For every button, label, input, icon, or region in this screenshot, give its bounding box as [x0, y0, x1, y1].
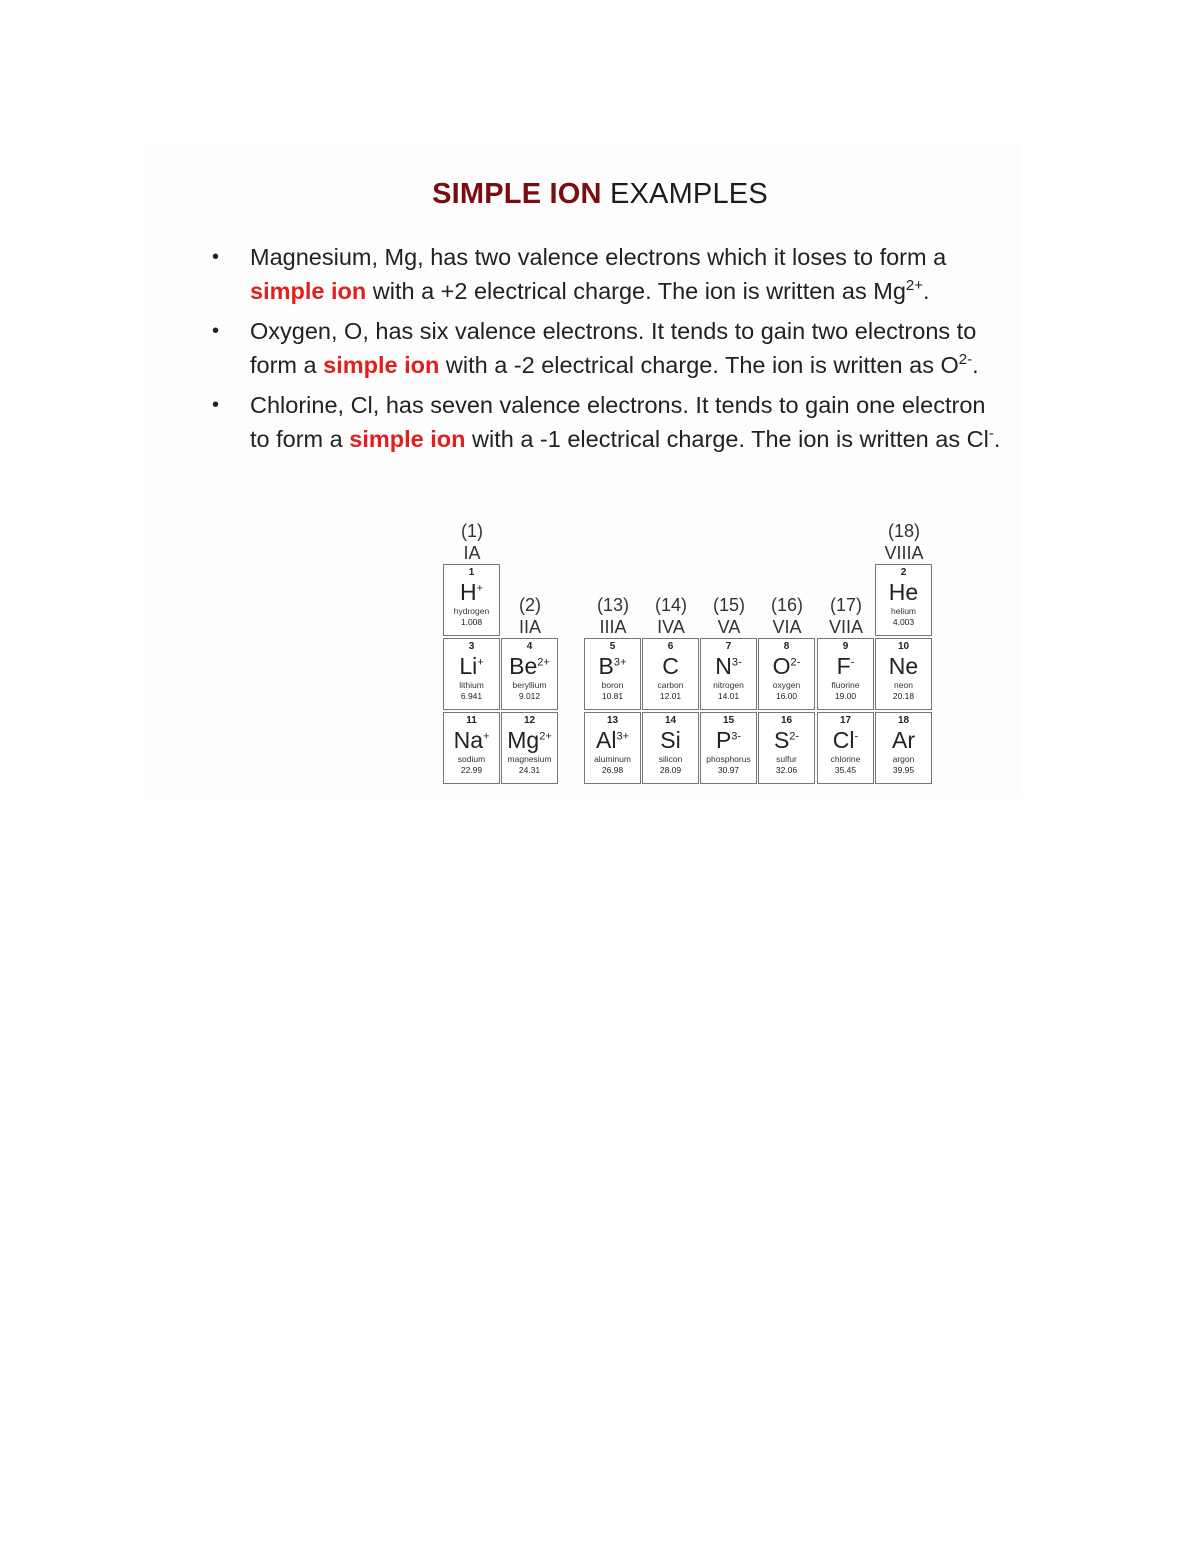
atomic-number: 12 — [523, 715, 536, 726]
atomic-mass: 35.45 — [834, 765, 857, 775]
bullet-text-end: . — [972, 352, 979, 378]
bullet-dot-icon: • — [212, 394, 220, 416]
bullet-ion-charge: - — [988, 425, 994, 443]
atomic-number: 4 — [526, 641, 533, 652]
atomic-number: 2 — [900, 567, 907, 578]
bullet-ion-charge: 2- — [958, 351, 973, 369]
element-name: boron — [601, 680, 624, 690]
element-name: sodium — [457, 754, 486, 764]
group-number: (18) — [887, 521, 920, 541]
group-number: (13) — [596, 595, 629, 615]
group-number: (14) — [654, 595, 687, 615]
bullet-item-chlorine — [212, 388, 1002, 456]
atomic-mass: 20.18 — [892, 691, 915, 701]
atomic-mass: 16.00 — [775, 691, 798, 701]
bullet-highlight: simple ion — [250, 278, 367, 304]
element-name: helium — [890, 606, 917, 616]
ion-charge: - — [850, 656, 855, 669]
symbol-text: H — [459, 579, 477, 605]
element-name: nitrogen — [713, 680, 744, 690]
atomic-number: 7 — [725, 641, 732, 652]
bullet-text-pre: Chlorine, Cl, has seven valence electrons. It tends to gain one electron to form a — [250, 392, 986, 452]
atomic-number: 15 — [722, 715, 735, 726]
atomic-number: 8 — [783, 641, 790, 652]
symbol-text: F — [836, 653, 851, 679]
atomic-mass: 9.012 — [518, 691, 541, 701]
atomic-mass: 26.98 — [601, 765, 624, 775]
atomic-number: 10 — [897, 641, 910, 652]
atomic-number: 1 — [468, 567, 475, 578]
atomic-number: 16 — [780, 715, 793, 726]
atomic-mass: 6.941 — [460, 691, 483, 701]
symbol-text: B — [598, 653, 614, 679]
element-name: carbon — [657, 680, 684, 690]
atomic-mass: 10.81 — [601, 691, 624, 701]
bullet-text-post: with a -2 electrical charge. The ion is written as O — [445, 352, 959, 378]
element-name: beryllium — [512, 680, 547, 690]
atomic-number: 5 — [609, 641, 616, 652]
ion-charge: 2+ — [539, 730, 552, 743]
atomic-number: 17 — [839, 715, 852, 726]
bullet-item-magnesium — [212, 240, 1002, 308]
symbol-text: Si — [660, 727, 681, 753]
group-roman: VA — [717, 617, 741, 637]
symbol-text: Na — [453, 727, 483, 753]
ion-charge: 2- — [790, 656, 801, 669]
element-name: magnesium — [507, 754, 552, 764]
ion-charge: 3- — [731, 656, 742, 669]
ion-charge: - — [854, 730, 859, 743]
group-number: (17) — [829, 595, 862, 615]
title-rest: EXAMPLES — [609, 178, 768, 210]
element-name: oxygen — [772, 680, 801, 690]
symbol-text: O — [772, 653, 791, 679]
ion-charge: + — [476, 582, 484, 595]
symbol-text: Al — [596, 727, 617, 753]
bullet-dot-icon: • — [212, 320, 220, 342]
group-roman: IVA — [657, 617, 685, 637]
bullet-text-post: with a +2 electrical charge. The ion is written as Mg — [372, 278, 906, 304]
symbol-text: Cl — [832, 727, 855, 753]
ion-charge: + — [482, 730, 490, 743]
symbol-text: Ar — [892, 727, 915, 753]
element-name: fluorine — [831, 680, 860, 690]
atomic-number: 11 — [466, 715, 477, 726]
element-name: sulfur — [776, 754, 797, 764]
atomic-mass: 14.01 — [717, 691, 740, 701]
element-name: lithium — [459, 680, 484, 690]
bullet-dot-icon: • — [212, 246, 220, 268]
atomic-mass: 1.008 — [460, 617, 483, 627]
bullet-highlight: simple ion — [349, 426, 466, 452]
group-number: (15) — [712, 595, 745, 615]
symbol-text: Be — [509, 653, 538, 679]
bullet-list — [212, 240, 1002, 462]
group-roman: IIIA — [599, 617, 627, 637]
group-roman: IA — [463, 543, 481, 563]
group-number: (2) — [519, 595, 541, 615]
ion-charge: 3+ — [616, 730, 629, 743]
bullet-text-post: with a -1 electrical charge. The ion is written as Cl — [472, 426, 989, 452]
atomic-number: 18 — [897, 715, 910, 726]
element-name: argon — [892, 754, 915, 764]
ion-charge: + — [477, 656, 484, 669]
bullet-item-oxygen — [212, 314, 1002, 382]
ion-charge: 2+ — [537, 656, 550, 669]
symbol-text: He — [888, 579, 919, 605]
symbol-text: Ne — [888, 653, 919, 679]
ion-charge: 3- — [731, 730, 742, 743]
atomic-number: 13 — [606, 715, 619, 726]
atomic-mass: 19.00 — [834, 691, 857, 701]
element-name: silicon — [658, 754, 683, 764]
element-name: aluminum — [594, 754, 631, 764]
element-name: phosphorus — [706, 754, 751, 764]
group-number: (16) — [770, 595, 803, 615]
title-accent: SIMPLE ION — [432, 178, 602, 210]
atomic-mass: 30.97 — [717, 765, 740, 775]
bullet-text-pre: Oxygen, O, has six valence electrons. It tends to gain two electrons to form a — [250, 318, 977, 378]
group-number: (1) — [461, 521, 483, 541]
symbol-text: N — [715, 653, 732, 679]
bullet-text-end: . — [923, 278, 930, 304]
atomic-number: 14 — [664, 715, 677, 726]
symbol-text: S — [773, 727, 790, 753]
bullet-highlight: simple ion — [323, 352, 440, 378]
group-roman: IIA — [518, 617, 541, 637]
atomic-mass: 39.95 — [892, 765, 915, 775]
element-name: neon — [894, 680, 913, 690]
atomic-mass: 4.003 — [892, 617, 915, 627]
symbol-text: Li — [459, 653, 478, 679]
bullet-text-pre: Magnesium, Mg, has two valence electrons which it loses to form a — [250, 244, 947, 270]
element-name: chlorine — [830, 754, 861, 764]
atomic-number: 6 — [667, 641, 674, 652]
symbol-text: Mg — [507, 727, 540, 753]
group-roman: VIA — [772, 617, 802, 637]
atomic-number: 3 — [468, 641, 475, 652]
atomic-mass: 22.99 — [460, 765, 483, 775]
bullet-text-end: . — [993, 426, 1001, 452]
element-name: hydrogen — [453, 606, 490, 616]
atomic-mass: 24.31 — [518, 765, 541, 775]
group-roman: VIIIA — [884, 543, 924, 563]
atomic-mass: 28.09 — [659, 765, 682, 775]
group-roman: VIIA — [828, 617, 863, 637]
ion-charge: 2- — [789, 730, 800, 743]
atomic-mass: 12.01 — [659, 691, 682, 701]
symbol-text: C — [662, 653, 679, 679]
atomic-number: 9 — [842, 641, 849, 652]
atomic-mass: 32.06 — [775, 765, 798, 775]
bullet-ion-charge: 2+ — [905, 277, 923, 295]
symbol-text: P — [715, 727, 732, 753]
ion-charge: 3+ — [613, 656, 627, 669]
page-title — [0, 178, 1200, 211]
